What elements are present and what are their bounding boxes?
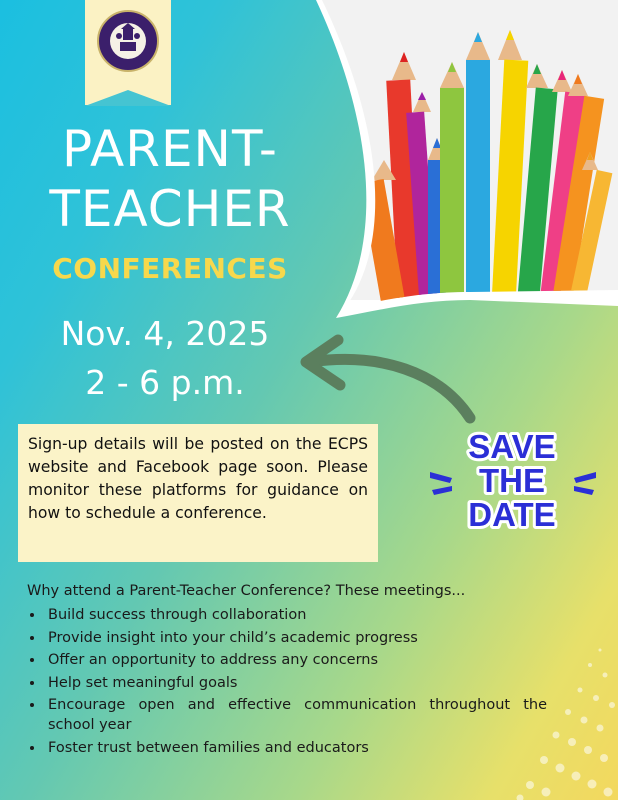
title-line-parent: PARENT- xyxy=(62,120,278,178)
title-line-conferences: CONFERENCES xyxy=(52,252,288,285)
event-time: 2 - 6 p.m. xyxy=(85,363,245,402)
benefits-list xyxy=(27,605,547,758)
the-text: THE xyxy=(479,462,545,499)
list-item: • Help set meaningful goals xyxy=(45,673,547,693)
school-seal-logo xyxy=(97,10,159,72)
list-item: • Provide insight into your child’s academic progress xyxy=(45,628,547,648)
list-item: • Build success through collaboration xyxy=(45,605,547,625)
date-text: DATE xyxy=(468,496,556,533)
list-item: • Encourage open and effective communication throughout the school year xyxy=(45,695,547,735)
list-item: • Foster trust between families and educators xyxy=(45,738,547,758)
save-text: SAVE xyxy=(468,428,556,465)
save-the-date-graphic xyxy=(428,428,598,538)
event-date: Nov. 4, 2025 xyxy=(60,314,270,353)
why-attend-section xyxy=(27,581,547,760)
why-intro: Why attend a Parent-Teacher Conference? These meetings... xyxy=(27,583,466,599)
list-item: • Offer an opportunity to address any concerns xyxy=(45,650,547,670)
title-line-teacher: TEACHER xyxy=(49,180,291,238)
signup-note: Sign-up details will be posted on the ECPS website and Facebook page soon. Please monitor these platforms for guidance on how to schedule a conference. xyxy=(18,424,378,562)
ribbon-notch xyxy=(85,90,171,106)
